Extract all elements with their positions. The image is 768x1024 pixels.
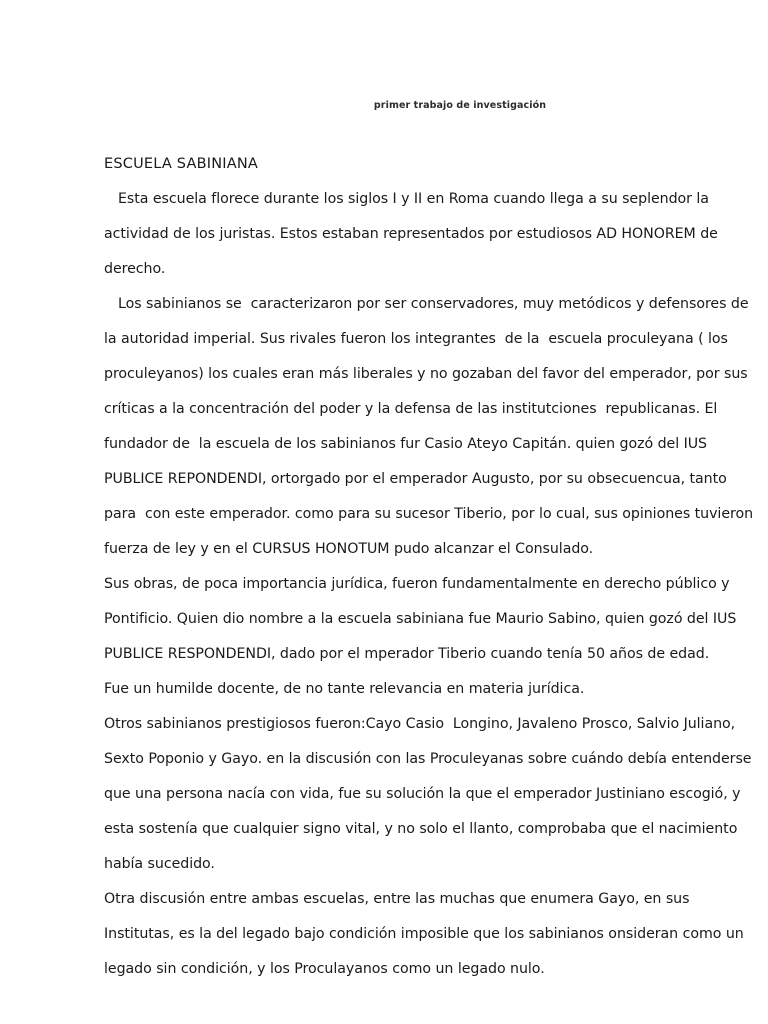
paragraph-line: proculeyanos) los cuales eran más liberales y no gozaban del favor del emperador, por sus	[104, 366, 748, 382]
paragraph-line: Esta escuela florece durante los siglos I y II en Roma cuando llega a su seplendor la	[118, 191, 709, 207]
paragraph-line: PUBLICE RESPONDENDI, dado por el mperador Tiberio cuando tenía 50 años de edad.	[104, 646, 710, 662]
paragraph-line: Sus obras, de poca importancia jurídica, fueron fundamentalmente en derecho público y	[104, 576, 730, 592]
paragraph-list	[104, 182, 754, 987]
paragraph-line: actividad de los juristas. Estos estaban representados por estudiosos AD HONOREM de	[104, 226, 718, 242]
paragraph-line: Otra discusión entre ambas escuelas, entre las muchas que enumera Gayo, en sus	[104, 891, 690, 907]
paragraph-line: PUBLICE REPONDENDI, ortorgado por el emperador Augusto, por su obsecuencua, tanto	[104, 471, 727, 487]
paragraph-line: fundador de la escuela de los sabinianos fur Casio Ateyo Capitán. quien gozó del IUS	[104, 436, 708, 452]
paragraph-line: Sexto Poponio y Gayo. en la discusión con las Proculeyanas sobre cuándo debía entenderse	[104, 751, 752, 767]
paragraph-line: fuerza de ley y en el CURSUS HONOTUM pudo alcanzar el Consulado.	[104, 541, 594, 557]
paragraph-line: Fue un humilde docente, de no tante relevancia en materia jurídica.	[104, 681, 585, 697]
paragraph-line: Pontificio. Quien dio nombre a la escuela sabiniana fue Maurio Sabino, quien gozó del IUS	[104, 611, 737, 627]
paragraph-line: que una persona nacía con vida, fue su solución la que el emperador Justiniano escogió, y	[104, 786, 741, 802]
document-title: ESCUELA SABINIANA	[104, 156, 259, 172]
paragraph-obras	[104, 567, 737, 707]
paragraph-line: había sucedido.	[104, 856, 215, 872]
paragraph-line: críticas a la concentración del poder y la defensa de las institutciones republicanas. El	[104, 401, 718, 417]
document-body	[104, 147, 754, 987]
paragraph-line: Los sabinianos se caracterizaron por ser conservadores, muy metódicos y defensores de	[118, 296, 749, 312]
paragraph-line: para con este emperador. como para su sucesor Tiberio, por lo cual, sus opiniones tuvieron	[104, 506, 754, 522]
paragraph-otros-sabinianos	[104, 707, 752, 882]
paragraph-line: Institutas, es la del legado bajo condición imposible que los sabinianos onsideran como un	[104, 926, 744, 942]
paragraph-line: Otros sabinianos prestigiosos fueron:Cayo Casio Longino, Javaleno Prosco, Salvio Juliano,	[104, 716, 736, 732]
paragraph-otra-discusion	[104, 882, 744, 987]
paragraph-line: legado sin condición, y los Proculayanos como un legado nulo.	[104, 961, 545, 977]
document-header-note: primer trabajo de investigación	[373, 100, 547, 111]
paragraph-line: esta sostenía que cualquier signo vital, y no solo el llanto, comprobaba que el nacimiento	[104, 821, 738, 837]
paragraph-line: la autoridad imperial. Sus rivales fueron los integrantes de la escuela proculeyana ( los	[104, 331, 728, 347]
paragraph-caracteristicas	[104, 287, 754, 567]
paragraph-intro	[104, 182, 718, 287]
paragraph-line: derecho.	[104, 261, 166, 277]
